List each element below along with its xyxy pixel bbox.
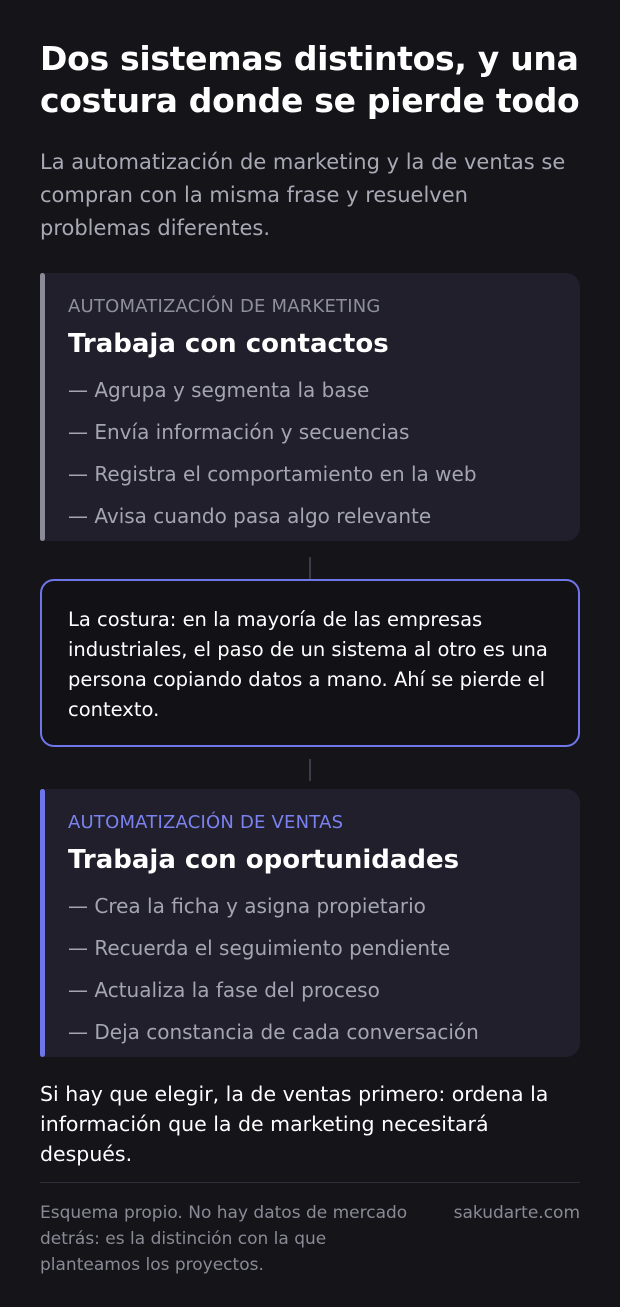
sales-list-item: — Deja constancia de cada conversación	[68, 1020, 479, 1044]
sales-title: Trabaja con oportunidades	[68, 845, 460, 875]
sales-list	[68, 885, 556, 1053]
marketing-list-item: — Avisa cuando pasa algo relevante	[68, 504, 432, 528]
sales-card	[40, 789, 580, 1057]
marketing-list	[68, 369, 556, 537]
sales-list-item: — Recuerda el seguimiento pendiente	[68, 936, 451, 960]
sales-eyebrow: AUTOMATIZACIÓN DE VENTAS	[68, 812, 344, 833]
source-link[interactable]: sakudarte.com	[453, 1203, 580, 1223]
marketing-list-item: — Registra el comportamiento en la web	[68, 462, 477, 486]
marketing-eyebrow: AUTOMATIZACIÓN DE MARKETING	[68, 296, 381, 317]
page-title: Dos sistemas distintos, y una costura donde se pierde todo	[40, 39, 580, 120]
sales-list-item: — Crea la ficha y asigna propietario	[68, 894, 426, 918]
sales-accent-bar	[40, 789, 45, 1057]
connector-line-top	[309, 557, 311, 579]
footnote: Esquema propio. No hay datos de mercado detrás: es la distinción con la que planteamos los proyectos.	[40, 1203, 408, 1275]
marketing-accent-bar	[40, 273, 45, 541]
marketing-list-item: — Envía información y secuencias	[68, 420, 410, 444]
marketing-card	[40, 273, 580, 541]
footer-divider	[40, 1182, 580, 1183]
sales-list-item: — Actualiza la fase del proceso	[68, 978, 380, 1002]
seam-callout	[40, 579, 580, 747]
connector-line-bottom	[309, 759, 311, 781]
marketing-title: Trabaja con contactos	[68, 329, 389, 359]
marketing-list-item: — Agrupa y segmenta la base	[68, 378, 370, 402]
page-subtitle: La automatización de marketing y la de ventas se compran con la misma frase y resuelven problemas diferentes.	[40, 150, 566, 240]
conclusion-text: Si hay que elegir, la de ventas primero: ordena la información que la de marketing necesitará después.	[40, 1082, 549, 1166]
seam-text: La costura: en la mayoría de las empresas industriales, el paso de un sistema al otro es una persona copiando datos a mano. Ahí se pierde el contexto.	[68, 608, 548, 721]
